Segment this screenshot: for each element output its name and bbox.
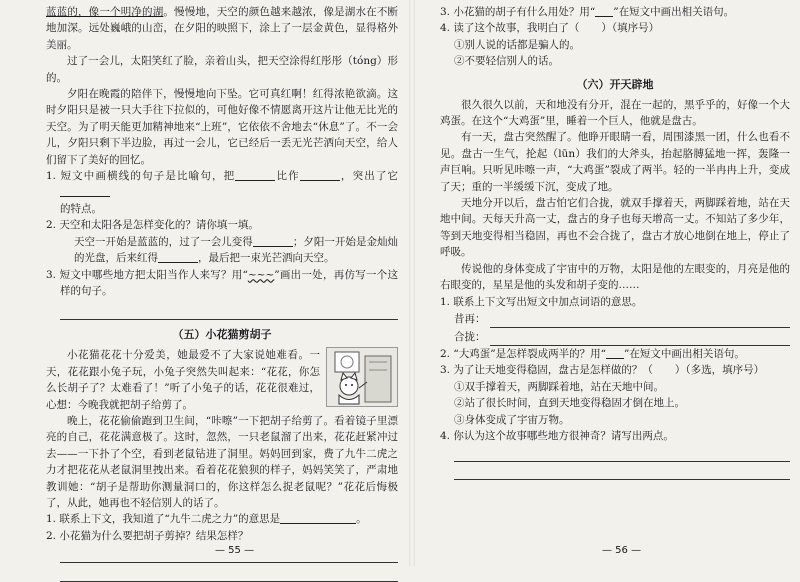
right-page bbox=[412, 0, 800, 566]
word-meaning-row: 昔再： bbox=[440, 310, 790, 328]
question-3: 3. 短文中哪些地方把太阳当作人来写？用“~~~”画出一处，再仿写一个这样的句子。 bbox=[46, 268, 398, 297]
answer-blank[interactable] bbox=[253, 234, 293, 247]
passage-paragraph: 晚上，花花偷偷跑到卫生间，“咔嚓”一下把胡子给剪了。看着镜子里漂亮的自己，花花满意极了。这时，忽然，一只老鼠溜了出来，花花赶紧冲过去——一下扑了个空，看到老鼠钻进了洞里。妈妈回到家，费了九牛二虎之力才把花花从老鼠洞里拽出来。看着花花狼狈的样子，妈妈笑笑了，严肃地教训她：“胡子是帮助你测量洞口的，你这样怎么捉老鼠呢？”花花后悔极了，从此，她再也不轻信别人的话了。 bbox=[46, 414, 398, 509]
cat-illustration bbox=[326, 347, 398, 407]
option-2: ②不要轻信别人的话。 bbox=[454, 55, 559, 68]
s6-question-4: 4. 你认为这个故事哪些地方很神奇？请写出两点。 bbox=[440, 429, 674, 442]
answer-line[interactable] bbox=[60, 305, 398, 320]
answer-blank[interactable] bbox=[235, 168, 275, 181]
passage-paragraph: 天地分开以后，盘古怕它们合拢，就双手撑着天，两脚踩着地，站在天地中间。天每天升高一丈，盘古的身子也每天增高一丈。不知站了多少年，等到天地变得相当稳固，再也不会合拢了，盘古才放心地倒在地上，停止了呼吸。 bbox=[440, 197, 790, 259]
option-2: ②站了很长时间，直到天地变得稳固才倒在地上。 bbox=[454, 397, 685, 410]
option-1: ①别人说的话都是骗人的。 bbox=[454, 38, 580, 51]
question-2-fill: 天空一开始是蓝蓝的，过了一会儿变得 ；夕阳一开始是金灿灿的光盘，后来红得 ，最后把一束光芒洒向天空。 bbox=[74, 235, 399, 265]
page-number: — 55 — bbox=[215, 545, 255, 556]
question-2: 2. 天空和太阳各是怎样变化的？请你填一填。 bbox=[46, 219, 259, 232]
wavy-line-mark: ~~~ bbox=[247, 268, 275, 281]
answer-blank[interactable] bbox=[606, 346, 624, 359]
passage-paragraph: 很久很久以前，天和地没有分开，混在一起的，黑乎乎的，好像一个大鸡蛋。在这个“大鸡蛋”里，睡着一个巨人，他就是盘古。 bbox=[440, 98, 790, 128]
passage-paragraph: 蓝蓝的，像一个明净的湖。慢慢地，天空的颜色越来越浓，像是湖水在不断地加深。远处巍峨的山峦，在夕阳的映照下，涂上了一层金黄色，显得格外美丽。 bbox=[46, 6, 398, 51]
passage-paragraph: 小花猫花花十分爱美，她最爱不了大家说她难看。一天，花花跟小兔子玩，小兔子突然失叫起来：“花花，你怎么长胡子了？太难看了！”听了小兔子的话，花花很难过，心想：今晚我就把胡子给剪了。 bbox=[46, 349, 320, 411]
s5-question-2: 2. 小花猫为什么要把胡子剪掉？结果怎样？ bbox=[46, 529, 249, 542]
underlined-sentence: 蓝蓝的，像一个明净的湖 bbox=[46, 6, 164, 18]
s6-question-2: 2. “大鸡蛋”是怎样裂成两半的？用“ ”在短文中画出相关语句。 bbox=[440, 347, 745, 360]
question-4: 4. 读了这个故事，我明白了（ ）（填序号） bbox=[440, 22, 660, 35]
section-title: （五）小花猫剪胡子 bbox=[172, 328, 272, 342]
answer-line[interactable] bbox=[454, 465, 790, 480]
passage-paragraph: 夕阳在晚霞的陪伴下，慢慢地向下坠。它可真红啊！红得浓艳欲滴。这时夕阳只是被一只大手往下拉似的，可他好像不情愿离开这片让他无比光的天空。为了明天能更加精神地来“上班”，它依依不舍地去“休息”了。不一会儿，夕阳只剩下半边脸，再过一会儿，它已经后一丢无光芒洒向天空，给人们留下了美好的回忆。 bbox=[46, 88, 398, 166]
option-3: ③身体变成了宇宙万物。 bbox=[454, 413, 570, 426]
answer-blank[interactable] bbox=[60, 184, 110, 197]
answer-blank[interactable] bbox=[595, 4, 613, 17]
answer-line[interactable] bbox=[60, 567, 398, 582]
answer-blank[interactable] bbox=[158, 250, 198, 263]
section-title: （六）开天辟地 bbox=[576, 77, 654, 91]
answer-blank[interactable] bbox=[300, 168, 340, 181]
question-3: 3. 小花猫的胡子有什么用处？用“ ”在短文中画出相关语句。 bbox=[440, 6, 735, 18]
question-1: 1. 短文中画横线的句子是比喻句，把 比作 ，突出了它 的特点。 bbox=[46, 170, 399, 215]
word-meaning-row: 合拢： bbox=[440, 328, 790, 346]
answer-line[interactable] bbox=[454, 447, 790, 462]
s6-question-3: 3. 为了让天地变得稳固，盘古是怎样做的？（ ）（多选，填序号） bbox=[440, 364, 765, 377]
s6-question-1: 1. 联系上下文写出短文中加点词语的意思。 bbox=[440, 295, 643, 308]
passage-paragraph: 过了一会儿，太阳笑红了脸，亲着山头，把天空涂得红彤彤（tóng）形的。 bbox=[46, 55, 398, 84]
option-1: ①双手撑着天，两脚踩着地，站在天地中间。 bbox=[454, 380, 664, 393]
page-number: — 56 — bbox=[602, 545, 642, 556]
answer-line[interactable] bbox=[490, 332, 791, 346]
passage-paragraph: 传说他的身体变成了宇宙中的万物，太阳是他的左眼变的，月亮是他的右眼变的，星星是他的头发和胡子变的…… bbox=[440, 262, 790, 292]
answer-line[interactable] bbox=[490, 314, 791, 328]
passage-paragraph: 有一天，盘古突然醒了。他睁开眼睛一看，周围漆黑一团，什么也看不见。盘古一生气，抡起（lūn）我们的大斧头，抬起胳膊猛地一挥，轰隆一声巨响。只听见咔嚓一声，“大鸡蛋”裂成了两半。轻的一半冉冉上升，变成了天；重的一半缓缓下沉，变成了地。 bbox=[440, 131, 790, 193]
s5-question-1: 1. 联系上下文，我知道了“九牛二虎之力”的意思是 。 bbox=[46, 513, 367, 526]
answer-blank[interactable] bbox=[280, 511, 356, 524]
